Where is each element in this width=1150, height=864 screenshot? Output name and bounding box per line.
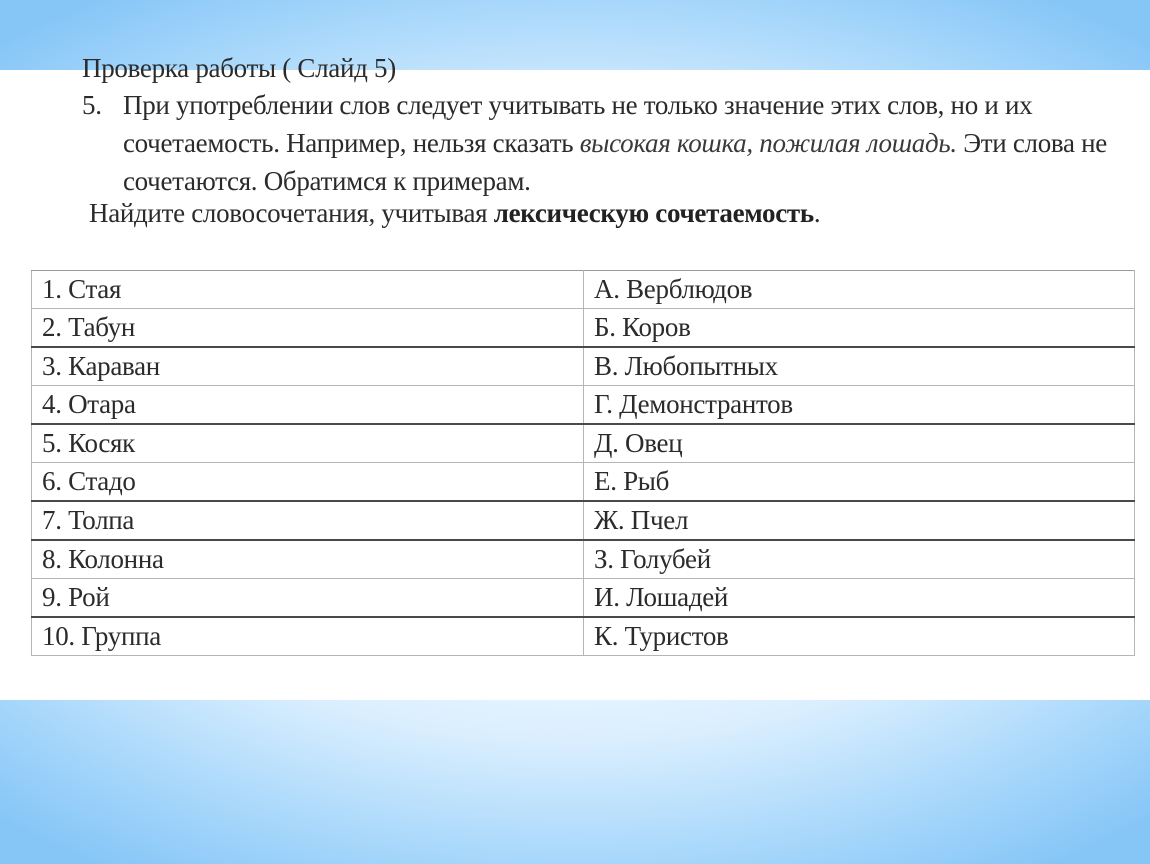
list-item-number: 5.: [82, 90, 102, 120]
instruction-text-bold: лексическую сочетаемость: [493, 198, 814, 228]
table-cell-right: К. Туристов: [584, 617, 1135, 656]
table-cell-right: З. Голубей: [584, 540, 1135, 579]
item-text-italic-example: высокая кошка, пожилая лошадь.: [579, 128, 957, 158]
table-cell-right: Б. Коров: [584, 309, 1135, 348]
matching-table: [31, 270, 1135, 656]
list-item-text: [123, 86, 1122, 200]
table-cell-right: И. Лошадей: [584, 579, 1135, 618]
table-row: [32, 540, 1135, 579]
table-cell-right: А. Верблюдов: [584, 271, 1135, 309]
table-cell-left: 3. Караван: [32, 347, 584, 386]
table-row: [32, 309, 1135, 348]
item-text-after: Эти слова не сочетаются. Обратимся к примерам.: [123, 128, 1107, 196]
table-cell-right: Ж. Пчел: [584, 501, 1135, 540]
table-cell-left: 10. Группа: [32, 617, 584, 656]
table-cell-left: 2. Табун: [32, 309, 584, 348]
table-cell-right: В. Любопытных: [584, 347, 1135, 386]
table-cell-right: Е. Рыб: [584, 463, 1135, 502]
table-cell-left: 4. Отара: [32, 386, 584, 425]
table-row: [32, 579, 1135, 618]
task-instruction: [89, 198, 820, 229]
table-cell-left: 8. Колонна: [32, 540, 584, 579]
table-row: [32, 617, 1135, 656]
table-row: [32, 271, 1135, 309]
table-cell-left: 6. Стадо: [32, 463, 584, 502]
table-cell-left: 9. Рой: [32, 579, 584, 618]
table-row: [32, 463, 1135, 502]
table-row: [32, 386, 1135, 425]
slide-content: [0, 53, 1150, 700]
table-cell-left: 5. Косяк: [32, 424, 584, 463]
table-row: [32, 347, 1135, 386]
table-cell-left: 7. Толпа: [32, 501, 584, 540]
table-cell-right: Д. Овец: [584, 424, 1135, 463]
table-cell-left: 1. Стая: [32, 271, 584, 309]
cut-off-heading: Проверка работы ( Слайд 5): [82, 53, 396, 83]
item-text-before: При употреблении слов следует учитывать не только значение этих слов, но и их сочетаемость. Например, нельзя сказать: [123, 90, 1033, 158]
instruction-text-before: Найдите словосочетания, учитывая: [89, 198, 494, 228]
table-row: [32, 501, 1135, 540]
table-cell-right: Г. Демонстрантов: [584, 386, 1135, 425]
list-item-5: [82, 86, 1122, 200]
table-row: [32, 424, 1135, 463]
instruction-text-after: .: [813, 198, 821, 228]
